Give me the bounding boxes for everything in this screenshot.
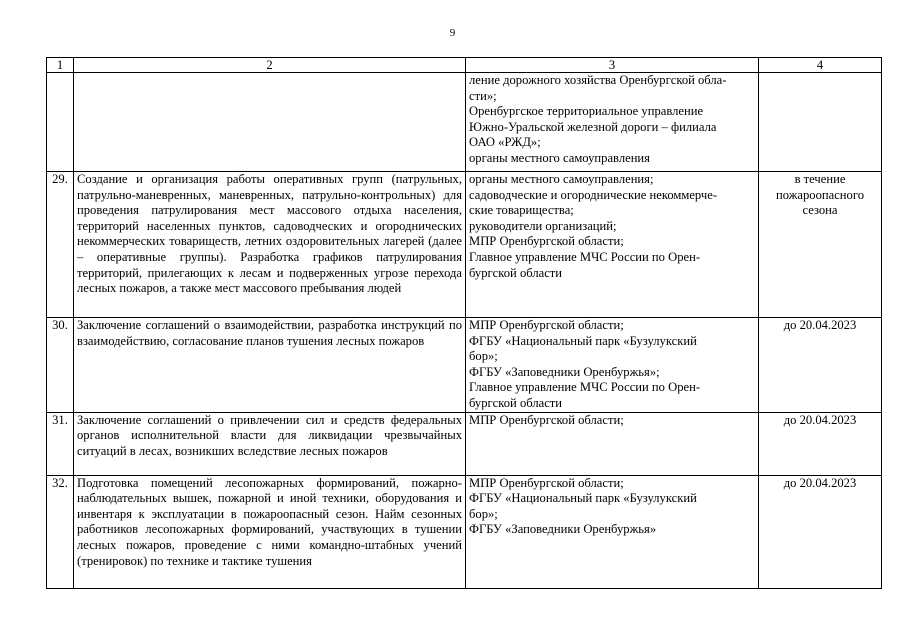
responsible-line: ФГБУ «Национальный парк «Бузулукский	[469, 491, 697, 506]
continued-row	[47, 73, 882, 172]
row-number-cell	[47, 73, 74, 172]
responsible-line: ФГБУ «Национальный парк «Бузулукский	[469, 333, 697, 348]
measure-description: Заключение соглашений о привлечении сил и средств федеральных органов исполнительной власти для ликвидации чрезвычайных ситуаций в лесах, возникших вследствие лесных пожаров	[74, 412, 466, 475]
responsible-line: МПР Оренбургской области;	[469, 318, 624, 332]
responsible-line: ФГБУ «Заповедники Оренбуржья»;	[469, 364, 660, 379]
responsible-line: Оренбургское территориальное управление	[469, 104, 704, 119]
row-number: 31.	[47, 412, 74, 475]
responsible-line: Главное управление МЧС России по Орен-	[469, 249, 701, 264]
row-number: 29.	[47, 172, 74, 318]
row-number: 32.	[47, 475, 74, 588]
responsible-line: ские товарищества;	[469, 203, 574, 218]
responsible-cell	[466, 475, 759, 588]
responsible-line: ОАО «РЖД»;	[469, 135, 541, 150]
header-col-number: 1	[47, 58, 74, 73]
table-row	[47, 475, 882, 588]
header-col-term: 4	[759, 58, 882, 73]
responsible-line: МПР Оренбургской области;	[469, 412, 624, 427]
header-row	[47, 58, 882, 73]
responsible-line: руководители организаций;	[469, 218, 617, 233]
responsible-cell	[466, 73, 759, 172]
responsible-line: органы местного самоуправления;	[469, 172, 654, 186]
responsible-line: сти»;	[469, 88, 497, 103]
row-number: 30.	[47, 318, 74, 413]
responsible-line: МПР Оренбургской области;	[469, 475, 624, 490]
responsible-line: МПР Оренбургской области;	[469, 234, 624, 249]
responsible-line: Главное управление МЧС России по Орен-	[469, 380, 701, 395]
responsible-line: садоводческие и огороднические некоммерче-	[469, 187, 718, 202]
measure-cell	[74, 73, 466, 172]
term-cell: в течение пожароопасного сезона	[759, 172, 882, 318]
responsible-cell	[466, 318, 759, 413]
term-cell: до 20.04.2023	[759, 475, 882, 588]
responsible-line: бор»;	[469, 506, 498, 521]
table-row	[47, 318, 882, 413]
table-row	[47, 412, 882, 475]
table-row	[47, 172, 882, 318]
measure-description: Подготовка помещений лесопожарных формирований, пожарно-наблюдательных вышек, пожарной и иной техники, оборудования и инвентаря к эксплуатации в пожароопасный сезон. Найм сезонных работников лесопожарных формирований, участвующих в тушении лесных пожаров, проведение с ними командно-штабных учений (тренировок) по технике и тактике тушения	[74, 475, 466, 588]
term-cell	[759, 73, 882, 172]
responsible-line: бор»;	[469, 349, 498, 364]
responsible-line: Южно-Уральской железной дороги – филиала	[469, 119, 717, 134]
page-number: 9	[449, 27, 456, 39]
header-col-measure: 2	[74, 58, 466, 73]
responsible-line: органы местного самоуправления	[469, 150, 650, 165]
responsible-line: ФГБУ «Заповедники Оренбуржья»	[469, 522, 657, 537]
responsible-cell	[466, 412, 759, 475]
measure-description: Заключение соглашений о взаимодействии, разработка инструкций по взаимодействию, согласование планов тушения лесных пожаров	[74, 318, 466, 413]
measure-description: Создание и организация работы оперативных групп (патрульных, патрульно-маневренных, маневренных, патрульно-контрольных) для проведения патрулирования мест массового отдыха населения, территорий населенных пунктов, садоводческих и огороднических некоммерческих товариществ, летних оздоровительных лагерей (далее – оперативные группы). Разработка графиков патрулирования территорий, прилегающих к лесам и подверженных угрозе перехода лесных пожаров, а также мест массового пребывания людей	[74, 172, 466, 318]
header-col-responsible: 3	[466, 58, 759, 73]
responsible-line: ление дорожного хозяйства Оренбургской обла-	[469, 73, 727, 87]
responsible-cell	[466, 172, 759, 318]
measures-table	[46, 57, 882, 589]
term-cell: до 20.04.2023	[759, 412, 882, 475]
responsible-line: бургской области	[469, 265, 563, 280]
term-cell: до 20.04.2023	[759, 318, 882, 413]
responsible-line: бургской области	[469, 395, 563, 410]
